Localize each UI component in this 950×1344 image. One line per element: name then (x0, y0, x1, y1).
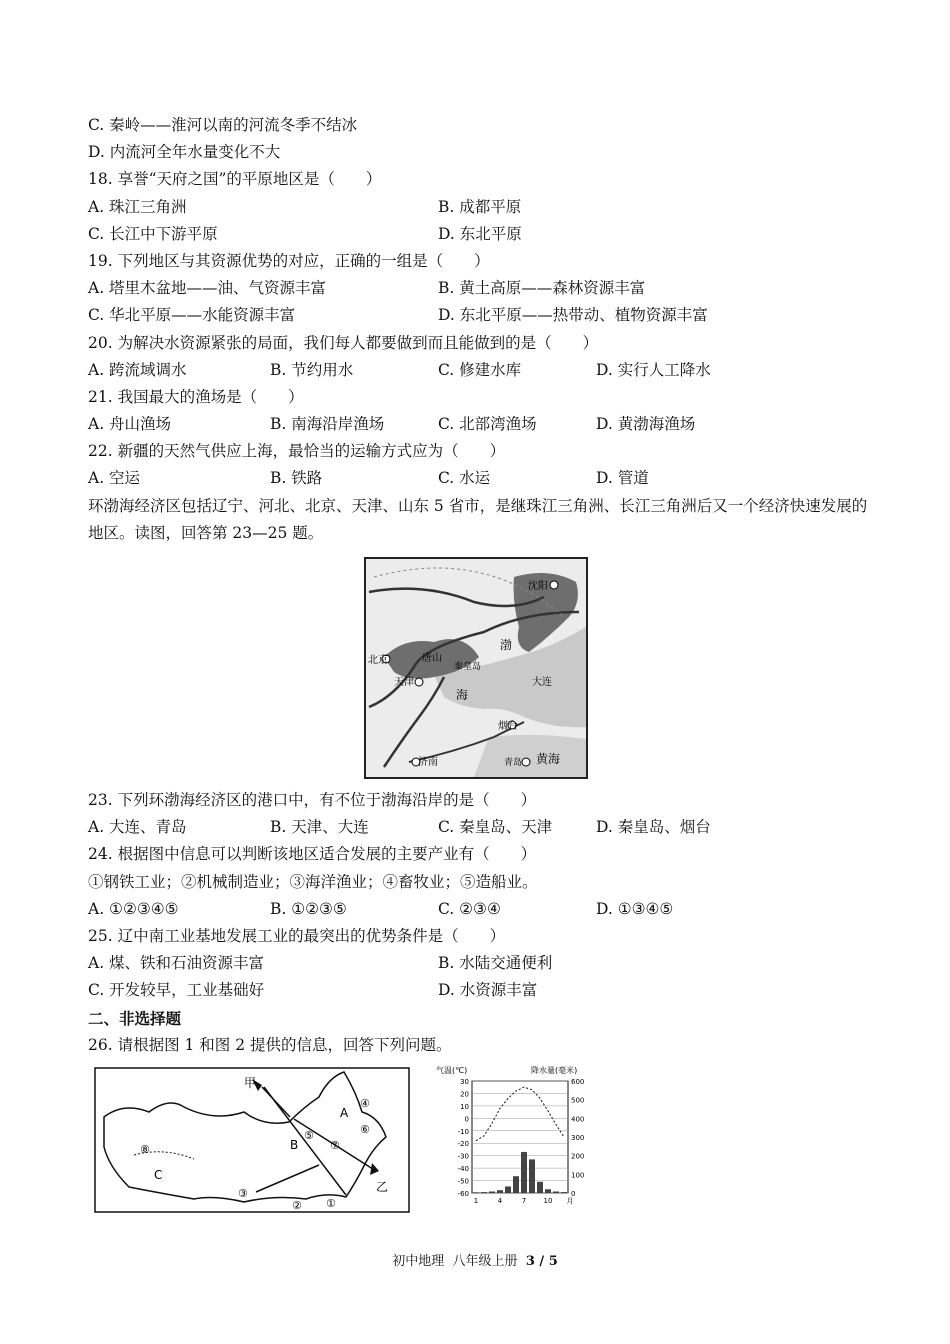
label-qinhuangdao: 秦皇岛 (454, 662, 482, 673)
q24-option-c: C. ②③④ (438, 899, 501, 918)
precip-tick: 600 (571, 1077, 585, 1086)
q24-item-list: ①钢铁工业；②机械制造业；③海洋渔业；④畜牧业；⑤造船业。 (88, 872, 538, 891)
month-tick: 7 (521, 1196, 527, 1205)
month-tick: 月 (566, 1196, 574, 1205)
temp-tick: 30 (460, 1077, 469, 1086)
q25-option-a: A. 煤、铁和石油资源丰富 (88, 954, 265, 973)
q20-stem: 20. 为解决水资源紧张的局面，我们每人都要做到而且能做到的是（ ） (88, 333, 599, 352)
q20-option-d: D. 实行人工降水 (596, 360, 711, 379)
fig1-marker-6: ⑥ (360, 1122, 370, 1136)
precip-bar-11 (553, 1191, 559, 1192)
section-heading: 二、非选择题 (88, 1008, 182, 1028)
month-tick: 4 (497, 1196, 503, 1205)
precip-bar-6 (513, 1176, 519, 1193)
precip-bar-12 (561, 1192, 567, 1193)
precip-tick: 300 (571, 1133, 585, 1142)
precip-bar-3 (489, 1191, 495, 1192)
fig1-marker-3: ③ (238, 1186, 248, 1200)
precip-bars (473, 1152, 567, 1193)
q21-option-b: B. 南海沿岸渔场 (270, 415, 385, 434)
temp-tick: -50 (457, 1177, 469, 1186)
label-dalian: 大连 (532, 677, 552, 689)
q21-option-d: D. 黄渤海渔场 (596, 415, 696, 434)
q18-option-c: C. 长江中下游平原 (88, 224, 218, 243)
precip-tick: 100 (571, 1171, 585, 1180)
q17-option-c: C. 秦岭——淮河以南的河流冬季不结冰 (88, 116, 358, 134)
city-shenyang (550, 581, 558, 589)
footer-page-total: 5 (548, 1254, 558, 1269)
q18-options-row2 (88, 221, 878, 248)
precip-bar-4 (497, 1190, 503, 1193)
figure-1-map (94, 1067, 410, 1213)
q22-option-b: B. 铁路 (270, 469, 323, 488)
q22-option-a: A. 空运 (88, 469, 141, 488)
fig1-marker-5: ⑤ (304, 1128, 314, 1142)
precip-bar-5 (505, 1186, 511, 1193)
q20-option-c: C. 修建水库 (438, 360, 522, 379)
month-tick: 10 (543, 1196, 553, 1205)
fig1-marker-7: ⑦ (330, 1138, 340, 1152)
precip-tick: 400 (571, 1115, 585, 1124)
q19-options-row2 (88, 302, 878, 329)
exam-page (88, 112, 878, 1213)
q19-options-row1 (88, 275, 878, 302)
q24-options (88, 896, 878, 923)
precip-tick: 0 (571, 1189, 576, 1198)
temp-curve (476, 1087, 564, 1141)
q25-option-c: C. 开发较早，工业基础好 (88, 981, 265, 1000)
label-yantai: 烟台 (498, 721, 518, 733)
label-shenyang: 沈阳 (528, 581, 548, 593)
q25-options-row1 (88, 950, 878, 977)
precip-bar-8 (529, 1159, 535, 1193)
q25-option-b: B. 水陆交通便利 (438, 954, 553, 973)
yellow-sea (474, 735, 586, 777)
precip-tick-labels (571, 1078, 584, 1198)
month-tick: 1 (473, 1196, 479, 1205)
precip-tick: 200 (571, 1152, 585, 1161)
bohai-region-map (364, 557, 588, 779)
label-hai: 海 (456, 688, 469, 703)
precip-tick: 500 (571, 1096, 585, 1105)
q26-stem: 26. 请根据图 1 和图 2 提供的信息，回答下列问题。 (88, 1035, 452, 1054)
label-beijing: 北京 (368, 655, 388, 667)
q25-options-row2 (88, 977, 878, 1004)
q22-option-d: D. 管道 (596, 469, 649, 488)
q21-options (88, 411, 878, 438)
q24-option-d: D. ①③④⑤ (596, 899, 674, 918)
temp-tick-labels (458, 1078, 469, 1198)
q24-stem: 24. 根据图中信息可以判断该地区适合发展的主要产业有（ ） (88, 845, 537, 864)
temp-tick: 0 (464, 1115, 469, 1124)
temp-tick: -40 (457, 1165, 469, 1174)
q23-option-b: B. 天津、大连 (270, 818, 369, 837)
q26-figures (88, 1063, 878, 1213)
bohai-map-svg (364, 557, 588, 779)
q18-option-d: D. 东北平原 (438, 224, 522, 243)
q19-option-c: C. 华北平原——水能资源丰富 (88, 306, 296, 325)
fig1-marker-2: ② (292, 1198, 302, 1212)
fig1-label-b: B (290, 1137, 299, 1152)
label-tangshan: 唐山 (422, 653, 442, 665)
precip-axis-label: 降水量(毫米) (531, 1065, 578, 1075)
q18-options-row1 (88, 194, 878, 221)
q19-option-d: D. 东北平原——热带动、植物资源丰富 (438, 306, 708, 325)
city-tianjin (415, 678, 423, 686)
q23-option-a: A. 大连、青岛 (88, 818, 187, 837)
precip-bar-9 (537, 1182, 543, 1193)
precip-bar-1 (473, 1192, 479, 1193)
temp-tick: 10 (460, 1102, 469, 1111)
precip-bar-2 (481, 1192, 487, 1193)
q18-stem: 18. 享誉“天府之国”的平原地区是（ ） (88, 170, 382, 189)
fig1-marker-8: ⑧ (140, 1142, 150, 1156)
q24-option-a: A. ①②③④⑤ (88, 899, 179, 918)
temp-axis-label: 气温(℃) (436, 1065, 468, 1075)
q18-option-b: B. 成都平原 (438, 197, 522, 216)
q22-stem: 22. 新疆的天然气供应上海，最恰当的运输方式应为（ ） (88, 442, 506, 461)
q19-stem: 19. 下列地区与其资源优势的对应，正确的一组是（ ） (88, 251, 490, 270)
precip-bar-10 (545, 1189, 551, 1193)
footer-grade: 八年级上册 (452, 1254, 518, 1269)
fig1-label-jia: 甲 (244, 1075, 257, 1090)
temp-tick: -20 (457, 1140, 469, 1149)
q20-option-a: A. 跨流域调水 (88, 360, 187, 379)
fig1-label-c: C (154, 1167, 163, 1182)
q25-stem: 25. 辽中南工业基地发展工业的最突出的优势条件是（ ） (88, 926, 506, 945)
fig1-marker-4: ④ (360, 1096, 370, 1110)
q23-stem: 23. 下列环渤海经济区的港口中，有不位于渤海沿岸的是（ ） (88, 791, 537, 810)
climate-chart (436, 1063, 606, 1213)
q20-options (88, 357, 878, 384)
footer-subject: 初中地理 (392, 1254, 445, 1269)
footer-page-number: 3 (525, 1254, 535, 1269)
q24-option-b: B. ①②③⑤ (270, 899, 347, 918)
q21-option-a: A. 舟山渔场 (88, 415, 172, 434)
q17-option-d: D. 内流河全年水量变化不大 (88, 143, 281, 162)
q25-option-d: D. 水资源丰富 (438, 981, 538, 1000)
q19-option-b: B. 黄土高原——森林资源丰富 (438, 279, 646, 298)
page-footer: 初中地理 八年级上册 3 / 5 (392, 1254, 558, 1269)
label-tianjin: 天津 (394, 677, 414, 689)
q21-stem: 21. 我国最大的渔场是（ ） (88, 387, 304, 406)
temp-tick: 20 (460, 1090, 469, 1099)
q18-option-a: A. 珠江三角洲 (88, 197, 187, 216)
temp-tick: -60 (457, 1189, 469, 1198)
q23-option-d: D. 秦皇岛、烟台 (596, 818, 711, 837)
precip-bar-7 (521, 1152, 527, 1193)
chart-gridlines (472, 1081, 568, 1193)
passage-intro: 环渤海经济区包括辽宁、河北、北京、天津、山东 5 省市，是继珠江三角洲、长江三角洲后又一个经济快速发展的地区。读图，回答第 23—25 题。 (88, 496, 868, 542)
fig1-marker-1: ① (326, 1196, 336, 1210)
label-qingdao: 青岛 (504, 758, 523, 769)
q20-option-b: B. 节约用水 (270, 360, 354, 379)
q22-option-c: C. 水运 (438, 469, 491, 488)
fig1-label-a: A (340, 1105, 349, 1120)
q21-option-c: C. 北部湾渔场 (438, 415, 537, 434)
q23-options (88, 814, 878, 841)
temp-tick: -30 (457, 1152, 469, 1161)
q22-options (88, 465, 878, 492)
month-tick-labels (474, 1197, 574, 1205)
chart-plot-area (472, 1081, 568, 1193)
q19-option-a: A. 塔里木盆地——油、气资源丰富 (88, 279, 327, 298)
temp-tick: -10 (457, 1127, 469, 1136)
q23-option-c: C. 秦皇岛、天津 (438, 818, 553, 837)
city-qingdao (522, 758, 530, 766)
label-jinan: 济南 (418, 757, 438, 769)
label-huanghai: 黄海 (536, 752, 561, 767)
label-bo: 渤 (500, 638, 513, 653)
fig1-label-yi: 乙 (376, 1179, 389, 1194)
